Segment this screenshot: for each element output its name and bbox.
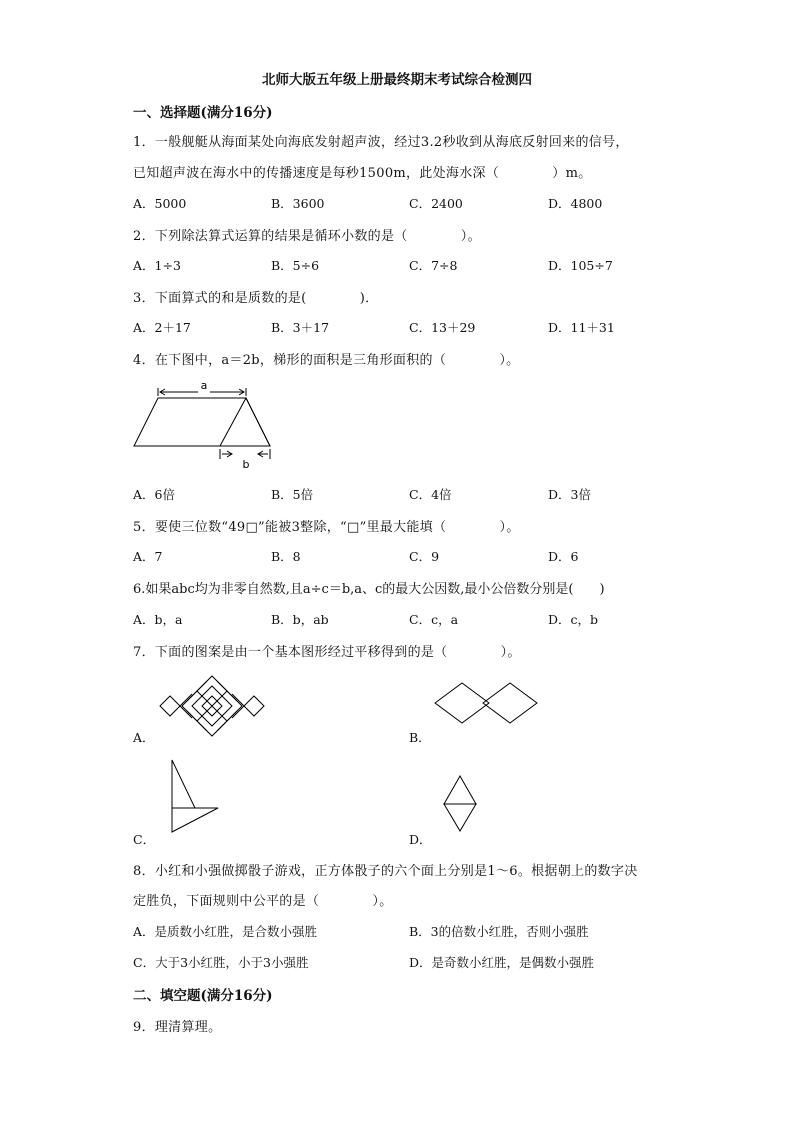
question-4-option-a[interactable]: A．6倍 <box>133 487 175 502</box>
question-2-option-d[interactable]: D．105÷7 <box>548 258 613 273</box>
question-6-option-c[interactable]: C．c，a <box>409 612 459 627</box>
section-heading-choice: 一、选择题(满分16分) <box>133 105 273 121</box>
question-1-line-2: 已知超声波在海水中的传播速度是每秒1500m，此处海水深（ ）m。 <box>133 166 592 181</box>
question-2-option-c[interactable]: C．7÷8 <box>409 258 458 273</box>
question-3-option-a[interactable]: A．2＋17 <box>133 320 191 335</box>
question-1-line-1: 1．一般舰艇从海面某处向海底发射超声波，经过3.2秒收到从海底反射回来的信号， <box>133 135 629 150</box>
question-6-text: 6.如果abc均为非零自然数,且a÷c＝b,a、c的最大公因数,最小公倍数分别是( ) <box>133 582 605 597</box>
question-7-option-d[interactable]: D． <box>409 832 432 847</box>
question-8-option-c[interactable]: C．大于3小红胜，小于3小强胜 <box>133 955 309 970</box>
question-8-line-2: 定胜负，下面规则中公平的是（ ）。 <box>133 894 393 909</box>
question-3-option-b[interactable]: B．3＋17 <box>271 320 330 335</box>
question-5-option-b[interactable]: B．8 <box>271 549 301 564</box>
label-b: b <box>242 458 250 471</box>
page-title: 北师大版五年级上册最终期末考试综合检测四 <box>262 72 532 88</box>
question-8-option-b[interactable]: B．3的倍数小红胜，否则小强胜 <box>409 924 589 939</box>
question-1-option-b[interactable]: B．3600 <box>271 196 325 211</box>
section-heading-fill-in: 二、填空题(满分16分) <box>133 988 273 1004</box>
label-a: a <box>200 379 208 392</box>
figure-d-pattern <box>444 776 476 831</box>
question-7-text: 7．下面的图案是由一个基本图形经过平移得到的是（ ）。 <box>133 645 521 660</box>
question-1-option-c[interactable]: C．2400 <box>409 196 463 211</box>
question-3-option-d[interactable]: D．11＋31 <box>548 320 615 335</box>
question-8-line-1: 8．小红和小强做掷骰子游戏，正方体骰子的六个面上分别是1～6。根据朝上的数字决 <box>133 864 638 879</box>
question-5-option-c[interactable]: C．9 <box>409 549 440 564</box>
question-4-option-d[interactable]: D．3倍 <box>548 487 591 502</box>
question-4-text: 4．在下图中，a＝2b，梯形的面积是三角形面积的（ ）。 <box>133 353 520 368</box>
figure-c-pattern <box>172 760 218 832</box>
question-1-option-d[interactable]: D．4800 <box>548 196 603 211</box>
question-7-option-b[interactable]: B． <box>409 730 431 745</box>
question-2-text: 2．下列除法算式运算的结果是循环小数的是（ ）。 <box>133 229 481 244</box>
question-2-option-b[interactable]: B．5÷6 <box>271 258 320 273</box>
question-8-option-a[interactable]: A．是质数小红胜，是合数小强胜 <box>133 924 318 939</box>
question-2-option-a[interactable]: A．1÷3 <box>133 258 181 273</box>
question-4-option-b[interactable]: B．5倍 <box>271 487 314 502</box>
question-5-option-a[interactable]: A．7 <box>133 549 163 564</box>
question-5-option-d[interactable]: D．6 <box>548 549 579 564</box>
question-4-option-c[interactable]: C．4倍 <box>409 487 452 502</box>
question-6-option-d[interactable]: D．c，b <box>548 612 599 627</box>
question-3-text: 3．下面算式的和是质数的是( )． <box>133 291 379 306</box>
question-8-option-d[interactable]: D．是奇数小红胜，是偶数小强胜 <box>409 955 595 970</box>
question-7-option-a[interactable]: A． <box>133 730 155 745</box>
question-5-text: 5．要使三位数“49□”能被3整除，“□”里最大能填（ ）。 <box>133 520 520 535</box>
figure-a-pattern <box>160 676 264 736</box>
question-1-option-a[interactable]: A．5000 <box>133 196 187 211</box>
question-9-text: 9．理清算理。 <box>133 1020 222 1035</box>
question-7-option-c[interactable]: C． <box>133 832 156 847</box>
question-6-option-a[interactable]: A．b，a <box>133 612 183 627</box>
figure-b-pattern <box>435 683 537 723</box>
question-3-option-c[interactable]: C．13＋29 <box>409 320 476 335</box>
question-6-option-b[interactable]: B．b，ab <box>271 612 329 627</box>
